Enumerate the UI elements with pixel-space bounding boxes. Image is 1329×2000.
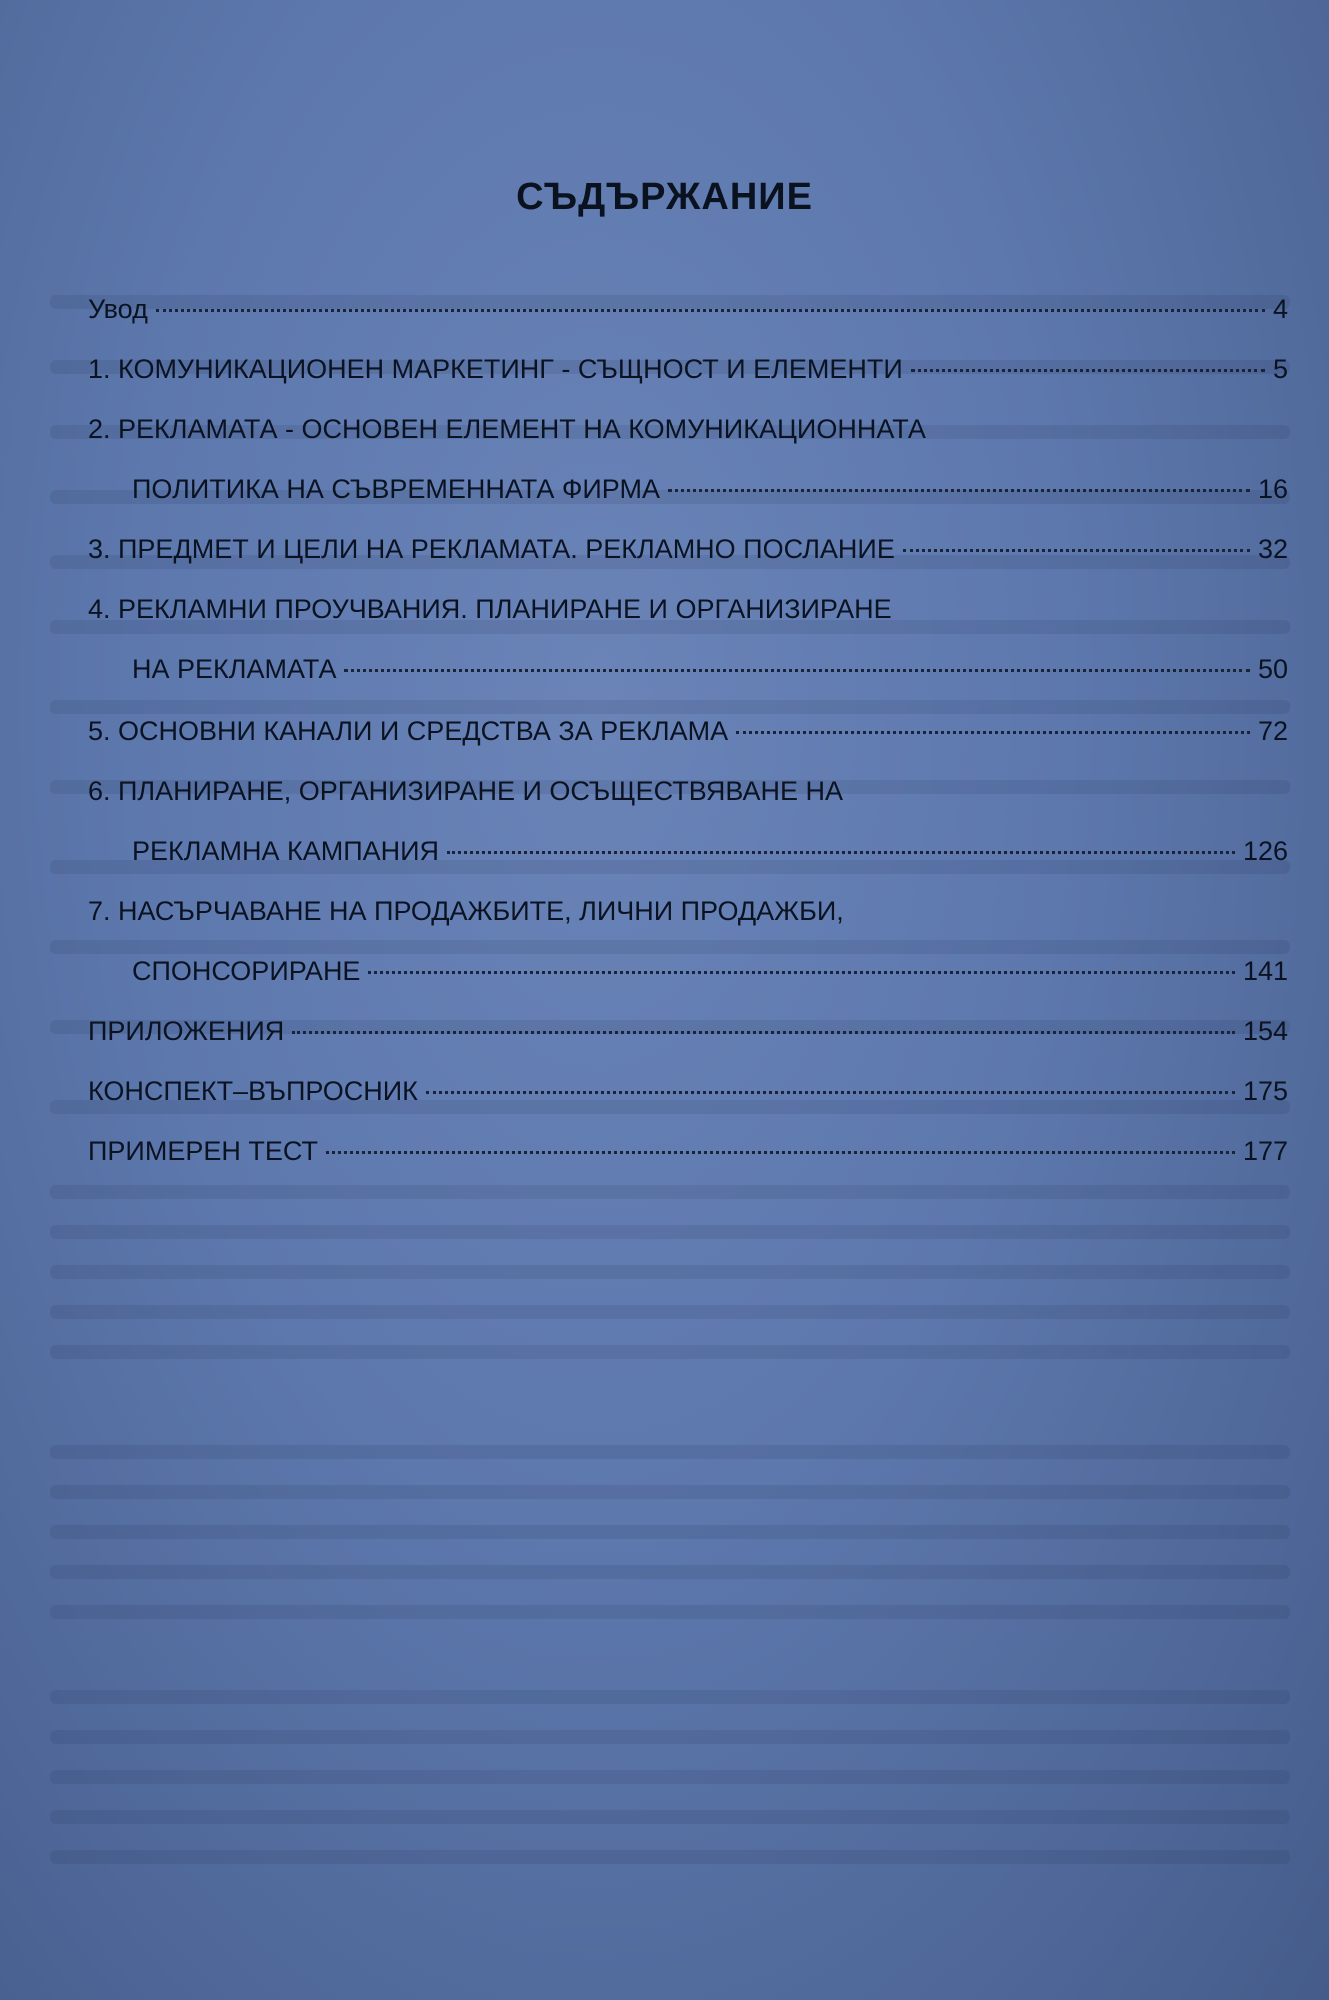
bleed-through-line bbox=[50, 1485, 1290, 1499]
bleed-through-line bbox=[50, 1565, 1290, 1579]
dot-leader bbox=[447, 851, 1235, 854]
bleed-through-line bbox=[50, 1770, 1290, 1784]
toc-entry-label: ПРИМЕРЕН ТЕСТ bbox=[88, 1136, 318, 1166]
dot-leader bbox=[368, 971, 1234, 974]
toc-entry bbox=[88, 292, 1288, 326]
dot-leader bbox=[156, 309, 1265, 312]
toc-entry bbox=[88, 1134, 1288, 1168]
toc-entry-continuation bbox=[132, 472, 1288, 506]
bleed-through-line bbox=[50, 1185, 1290, 1199]
toc-entry-continuation bbox=[132, 652, 1288, 686]
toc-entry-label: КОНСПЕКТ–ВЪПРОСНИК bbox=[88, 1076, 418, 1106]
toc-entry-page: 177 bbox=[1242, 1136, 1288, 1166]
toc-entry bbox=[88, 1074, 1288, 1108]
toc-entry-label: 5. ОСНОВНИ КАНАЛИ И СРЕДСТВА ЗА РЕКЛАМА bbox=[88, 716, 729, 746]
bleed-through-line bbox=[50, 1265, 1290, 1279]
bleed-through-line bbox=[50, 1225, 1290, 1239]
toc-entry-continuation bbox=[132, 954, 1288, 988]
toc-entry-page: 154 bbox=[1242, 1016, 1288, 1046]
toc-entry-page: 126 bbox=[1242, 836, 1288, 866]
toc-entry-page: 50 bbox=[1257, 654, 1288, 684]
toc-entry-page: 72 bbox=[1257, 716, 1288, 746]
dot-leader bbox=[326, 1151, 1235, 1154]
toc-entry-label: 2. РЕКЛАМАТА - ОСНОВЕН ЕЛЕМЕНТ НА КОМУНИКАЦИОННАТА bbox=[88, 414, 926, 444]
bleed-through-line bbox=[50, 1850, 1290, 1864]
toc-entry bbox=[88, 352, 1288, 386]
toc-entry-label: Увод bbox=[88, 294, 148, 324]
dot-leader bbox=[903, 549, 1250, 552]
bleed-through-line bbox=[50, 1525, 1290, 1539]
page-title: СЪДЪРЖАНИЕ bbox=[516, 176, 813, 218]
toc-entry-label: РЕКЛАМНА КАМПАНИЯ bbox=[132, 836, 440, 866]
toc-entry-label: 3. ПРЕДМЕТ И ЦЕЛИ НА РЕКЛАМАТА. РЕКЛАМНО ПОСЛАНИЕ bbox=[88, 534, 895, 564]
bleed-through-line bbox=[50, 1345, 1290, 1359]
toc-entry bbox=[88, 412, 1288, 446]
toc-entry-page: 32 bbox=[1257, 534, 1288, 564]
toc-entry bbox=[88, 894, 1288, 928]
dot-leader bbox=[344, 669, 1249, 672]
toc-entry-label: НА РЕКЛАМАТА bbox=[132, 654, 337, 684]
bleed-through-line bbox=[50, 1305, 1290, 1319]
dot-leader bbox=[668, 489, 1250, 492]
dot-leader bbox=[426, 1091, 1235, 1094]
bleed-through-line bbox=[50, 940, 1290, 954]
toc-entry-label: ПРИЛОЖЕНИЯ bbox=[88, 1016, 285, 1046]
toc-entry-page: 141 bbox=[1242, 956, 1288, 986]
toc-entry-label: СПОНСОРИРАНЕ bbox=[132, 956, 361, 986]
toc-entry-page: 5 bbox=[1272, 354, 1288, 384]
bleed-through-line bbox=[50, 1445, 1290, 1459]
toc-entry-label: 6. ПЛАНИРАНЕ, ОРГАНИЗИРАНЕ И ОСЪЩЕСТВЯВАНЕ НА bbox=[88, 776, 843, 806]
toc-entry-page: 4 bbox=[1272, 294, 1288, 324]
toc-entry bbox=[88, 1014, 1288, 1048]
toc-entry-page: 175 bbox=[1242, 1076, 1288, 1106]
bleed-through-line bbox=[50, 1810, 1290, 1824]
bleed-through-line bbox=[50, 1730, 1290, 1744]
toc-entry-continuation bbox=[132, 834, 1288, 868]
toc-entry bbox=[88, 714, 1288, 748]
toc-entry-page: 16 bbox=[1257, 474, 1288, 504]
dot-leader bbox=[292, 1031, 1235, 1034]
toc-entry-label: ПОЛИТИКА НА СЪВРЕМЕННАТА ФИРМА bbox=[132, 474, 660, 504]
bleed-through-line bbox=[50, 1690, 1290, 1704]
toc-entry-label: 7. НАСЪРЧАВАНЕ НА ПРОДАЖБИТЕ, ЛИЧНИ ПРОДАЖБИ, bbox=[88, 896, 844, 926]
toc-entry bbox=[88, 774, 1288, 808]
toc-entry bbox=[88, 592, 1288, 626]
bleed-through-line bbox=[50, 700, 1290, 714]
dot-leader bbox=[736, 731, 1250, 734]
toc-entry-label: 1. КОМУНИКАЦИОНЕН МАРКЕТИНГ - СЪЩНОСТ И ЕЛЕМЕНТИ bbox=[88, 354, 903, 384]
dot-leader bbox=[911, 369, 1265, 372]
bleed-through-line bbox=[50, 1605, 1290, 1619]
toc-entry-label: 4. РЕКЛАМНИ ПРОУЧВАНИЯ. ПЛАНИРАНЕ И ОРГАНИЗИРАНЕ bbox=[88, 594, 892, 624]
toc-entry bbox=[88, 532, 1288, 566]
